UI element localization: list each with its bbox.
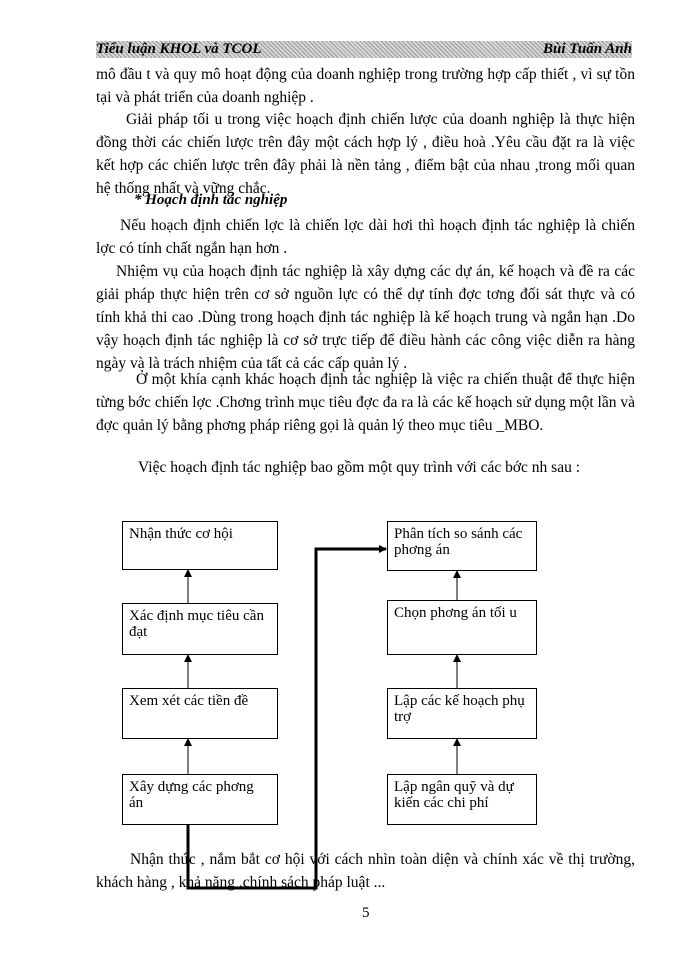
page-number: 5	[362, 905, 370, 921]
flow-box-left-1: Nhận thức cơ hội	[122, 521, 278, 570]
paragraph-5: Ở một khía cạnh khác hoạch định tác nghiệp là việc ra chiến thuật để thực hiện từng bớc chiến lợc .Chơng trình mục tiêu đợc đa ra là các kế hoạch sử dụng một lần và đợc quản lý bằng phơng pháp riêng gọi là quản lý theo mục tiêu _MBO.	[96, 371, 635, 434]
paragraph-3: Nếu hoạch định chiến lợc là chiến lợc dài hơi thì hoạch định tác nghiệp là chiến lợc có tính chất ngắn hạn hơn .	[96, 217, 635, 257]
paragraph-1: mô đầu t và quy mô hoạt động của doanh nghiệp trong trường hợp cấp thiết , vì sự tồn tại và phát triển của doanh nghiệp .	[96, 66, 635, 106]
header-author: Bùi Tuấn Anh	[543, 41, 632, 57]
paragraph-4: Nhiệm vụ của hoạch định tác nghiệp là xây dựng các dự án, kế hoạch và đề ra các giải pháp thực hiện trên cơ sở nguồn lực có thể dự tính đợc tơng đối sát thực và có tính khả thi cao .Dùng trong hoạch định tác nghiệp là kế hoạch trung và ngắn hạn .Do vậy hoạch định tác nghiệp là cơ sở trực tiếp để điều hành các công việc diễn ra hàng ngày và là trách nhiệm của tất cả các cấp quản lý .	[96, 263, 635, 372]
section-subheading: * Hoạch định tác nghiệp	[134, 192, 288, 208]
flow-box-left-4: Xây dựng các phơng án	[122, 774, 278, 825]
flow-box-right-2: Chọn phơng án tối u	[387, 600, 537, 655]
flow-box-right-1: Phân tích so sánh các phơng án	[387, 521, 537, 571]
paragraph-7: Nhận thức , nắm bắt cơ hội với cách nhìn toàn diện và chính xác về thị trường, khách hàng , khả năng ,chính sách pháp luật ...	[96, 851, 635, 891]
paragraph-2: Giải pháp tối u trong việc hoạch định chiến lược của doanh nghiệp là thực hiện đồng thời các chiến lược trên đây một cách hợp lý , điều hoà .Yêu cầu đặt ra là việc kết hợp các chiến lược trên đây phải là nền tảng , điểm bật của nhau ,trong mối quan hệ thống nhất và vững chắc.	[96, 111, 635, 197]
flow-box-right-3: Lập các kế hoạch phụ trợ	[387, 688, 537, 739]
flow-box-right-4: Lập ngân quỹ và dự kiến các chi phí	[387, 774, 537, 825]
flow-box-left-3: Xem xét các tiền đề	[122, 688, 278, 739]
flow-box-left-2: Xác định mục tiêu cần đạt	[122, 603, 278, 655]
paragraph-6: Việc hoạch định tác nghiệp bao gồm một quy trình với các bớc nh sau :	[138, 459, 581, 476]
header-title: Tiểu luận KHOL và TCOL	[96, 41, 262, 57]
